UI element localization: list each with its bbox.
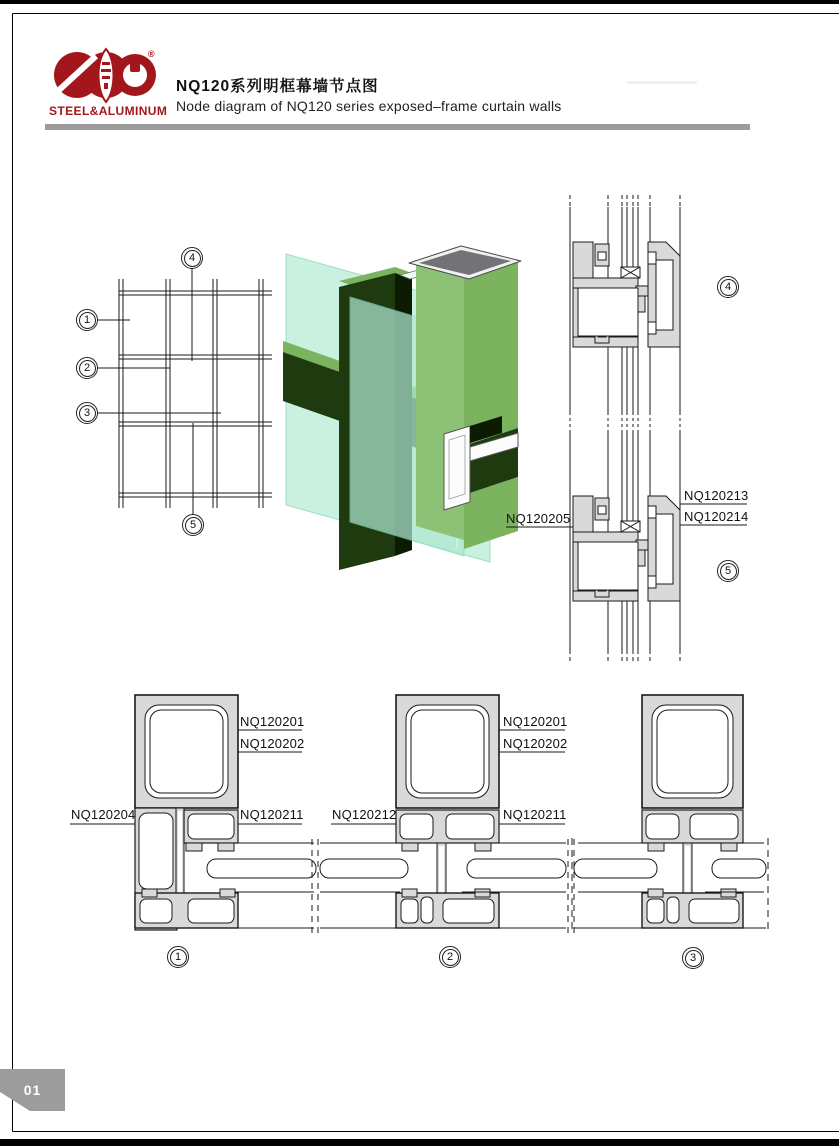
grid-marker-3: 3 (76, 402, 98, 424)
grid-marker-2: 2 (76, 357, 98, 379)
grid-marker-1: 1 (76, 309, 98, 331)
detail-3 (572, 695, 768, 934)
logo-emblem (54, 49, 156, 102)
title-rule (45, 124, 750, 130)
detail-marker-1: 1 (167, 946, 189, 968)
trademark-icon: ® (148, 49, 155, 59)
part-label-d1-nq120211: NQ120211 (240, 807, 304, 822)
thermal-break-box (621, 521, 640, 532)
iso-render (283, 246, 521, 570)
part-label-nq120213: NQ120213 (684, 488, 749, 503)
page-number: 01 (23, 1082, 42, 1098)
part-label-d1-nq120201: NQ120201 (240, 714, 305, 729)
page-title-chinese: NQ120系列明框幕墙节点图 (176, 78, 379, 95)
company-logo (52, 46, 158, 104)
grid-marker-4: 4 (181, 247, 203, 269)
brand-text: STEEL&ALUMINUM (49, 104, 168, 118)
detail-marker-3: 3 (682, 947, 704, 969)
part-label-d2-nq120201: NQ120201 (503, 714, 568, 729)
thermal-break-box (621, 267, 640, 278)
section-marker-4: 4 (717, 276, 739, 298)
alu-profile-box (444, 426, 470, 510)
column-right-face (464, 259, 518, 446)
part-label-nq120205: NQ120205 (506, 511, 571, 526)
detail-marker-2: 2 (439, 946, 461, 968)
part-label-nq120214: NQ120214 (684, 509, 749, 524)
elevation-grid (98, 269, 272, 514)
page-title-english: Node diagram of NQ120 series exposed–frame curtain walls (176, 98, 562, 114)
part-label-d1-nq120202: NQ120202 (240, 736, 305, 751)
part-label-d1-nq120204: NQ120204 (71, 807, 136, 822)
vertical-section (506, 195, 747, 662)
section-marker-5: 5 (717, 560, 739, 582)
part-label-d2-nq120202: NQ120202 (503, 736, 568, 751)
marker-leaders (98, 269, 221, 514)
part-label-d2-nq120212: NQ120212 (332, 807, 397, 822)
grid-marker-5: 5 (182, 514, 204, 536)
part-label-d2-nq120211: NQ120211 (503, 807, 567, 822)
horizontal-details (70, 695, 768, 934)
